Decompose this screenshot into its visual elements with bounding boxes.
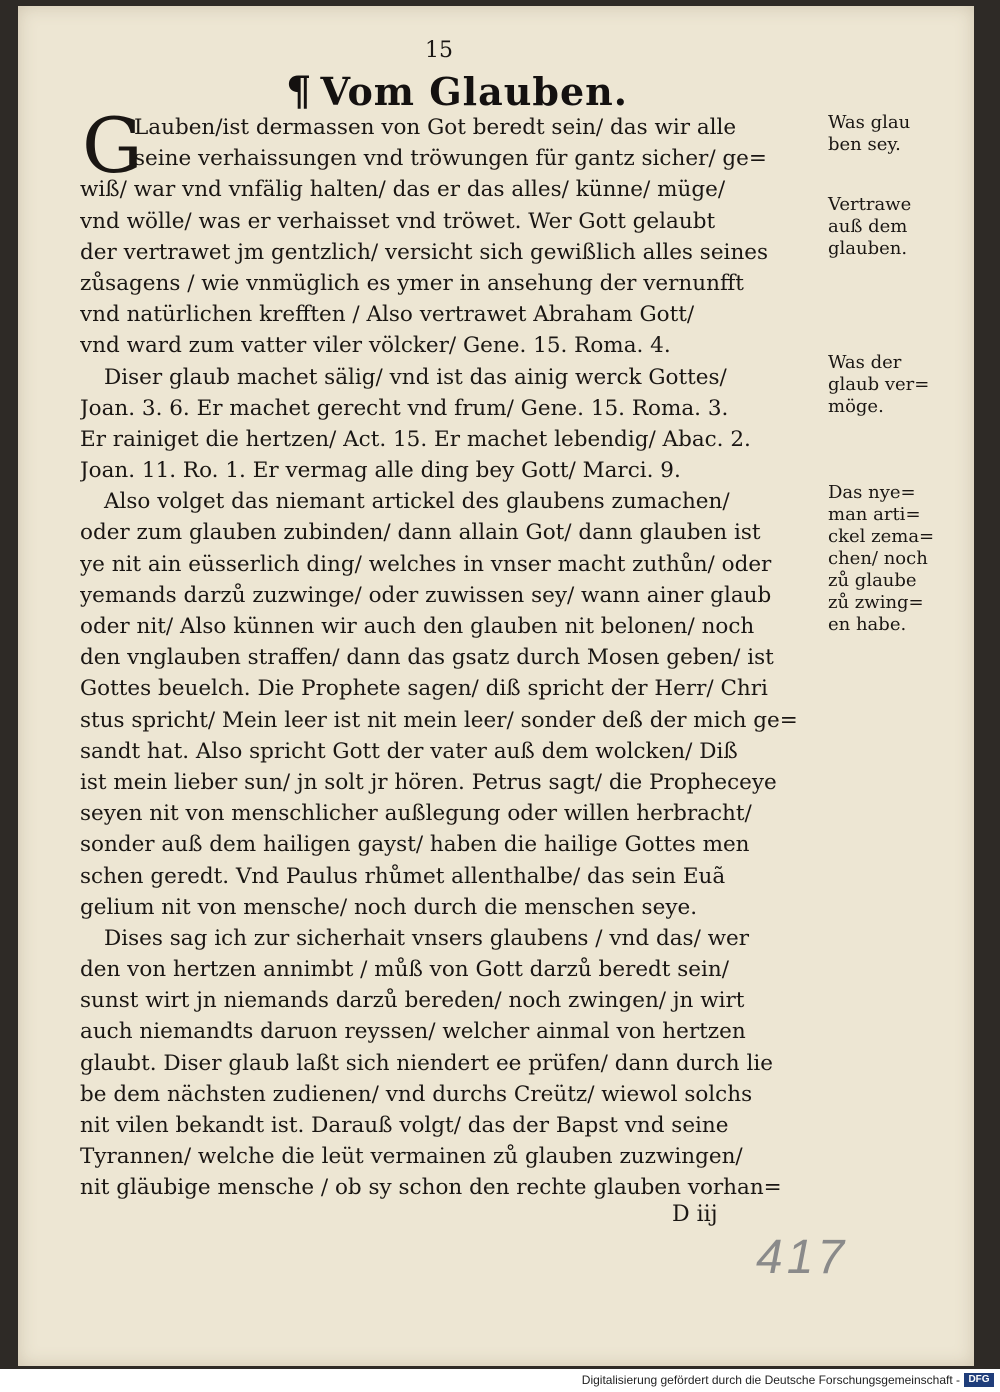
text-line: gelium nit von mensche/ noch durch die menschen seye. bbox=[80, 894, 698, 920]
chapter-title-text: Vom Glauben. bbox=[320, 69, 628, 114]
text-line: glaubt. Diser glaub laßt sich niendert ee prüfen/ dann durch lie bbox=[80, 1050, 773, 1076]
dfg-logo-icon: DFG bbox=[964, 1373, 994, 1387]
text-line: der vertrawet jm gentzlich/ versicht sich gewißlich alles seines bbox=[80, 239, 769, 265]
text-line: stus spricht/ Mein leer ist nit mein leer/ sonder deß der mich ge= bbox=[80, 707, 798, 733]
text-line: Gottes beuelch. Die Prophete sagen/ diß spricht der Herr/ Chri bbox=[80, 676, 768, 702]
text-line: schen geredt. Vnd Paulus rhůmet allenthalbe/ das sein Euã bbox=[80, 863, 726, 889]
text-line: wiß/ war vnd vnfälig halten/ das er das alles/ künne/ müge/ bbox=[80, 177, 726, 203]
margin-note: Das nye= man arti= ckel zema= chen/ noch zů glaube zů zwing= en habe. bbox=[828, 482, 935, 635]
margin-note: Vertrawe auß dem glauben. bbox=[828, 194, 912, 259]
text-line: vnd ward zum vatter viler völcker/ Gene. 15. Roma. 4. bbox=[80, 333, 671, 359]
text-line: Dises sag ich zur sicherhait vnsers glaubens / vnd das/ wer bbox=[104, 925, 750, 951]
text-line: nit vilen bekandt ist. Darauß volgt/ das der Bapst vnd seine bbox=[80, 1113, 729, 1138]
drop-cap: G bbox=[82, 101, 143, 190]
footer-credit: Digitalisierung gefördert durch die Deutsche Forschungsgemeinschaft - bbox=[581, 1373, 960, 1387]
text-line: Also volget das niemant artickel des glaubens zumachen/ bbox=[104, 489, 730, 515]
text-line: Joan. 3. 6. Er machet gerecht vnd frum/ Gene. 15. Roma. 3. bbox=[80, 395, 729, 421]
chapter-title bbox=[286, 68, 628, 115]
text-line: yemands darzů zuzwinge/ oder zuwissen sey/ wann ainer glaub bbox=[80, 582, 772, 608]
text-line: oder nit/ Also künnen wir auch den glauben nit belonen/ noch bbox=[80, 614, 755, 639]
signature-mark: D iij bbox=[672, 1202, 718, 1227]
text-line: vnd natürlichen krefften / Also vertrawet Abraham Gott/ bbox=[80, 302, 695, 328]
text-line: oder zum glauben zubinden/ dann allain Got/ dann glauben ist bbox=[80, 520, 761, 546]
text-line: auch niemandts daruon reyssen/ welcher ainmal von hertzen bbox=[80, 1019, 746, 1045]
text-line: nit gläubige mensche / ob sy schon den rechte glauben vorhan= bbox=[80, 1175, 782, 1201]
text-line: sonder auß dem hailigen gayst/ haben die hailige Gottes men bbox=[80, 832, 750, 858]
pilcrow-mark: ¶ bbox=[286, 68, 313, 115]
text-line: Joan. 11. Ro. 1. Er vermag alle ding bey Gott/ Marci. 9. bbox=[80, 458, 681, 484]
text-line: seine verhaissungen vnd tröwungen für gantz sicher/ ge= bbox=[134, 146, 767, 172]
text-line: Er rainiget die hertzen/ Act. 15. Er machet lebendig/ Abac. 2. bbox=[80, 426, 751, 452]
page-number: 15 bbox=[425, 38, 453, 63]
text-line: sandt hat. Also spricht Gott der vater auß dem wolcken/ Diß bbox=[80, 738, 738, 764]
text-line: zůsagens / wie vnmüglich es ymer in ansehung der vernunfft bbox=[80, 270, 744, 296]
footer-bar bbox=[0, 1369, 1000, 1392]
text-line: Tyrannen/ welche die leüt vermainen zů glauben zuzwingen/ bbox=[80, 1144, 743, 1170]
text-line: Diser glaub machet sälig/ vnd ist das ainig werck Gottes/ bbox=[104, 364, 727, 390]
text-line: den vnglauben straffen/ dann das gsatz durch Mosen geben/ ist bbox=[80, 645, 774, 671]
text-line: vnd wölle/ was er verhaisset vnd tröwet. Wer Gott gelaubt bbox=[80, 208, 716, 234]
text-line: Lauben/ist dermassen von Got beredt sein/ das wir alle bbox=[134, 115, 737, 140]
text-line: be dem nächsten zudienen/ vnd durchs Creütz/ wiewol solchs bbox=[80, 1081, 753, 1107]
body-text bbox=[80, 112, 820, 1204]
text-line: ye nit ain eüsserlich ding/ welches in vnser macht zuthůn/ oder bbox=[80, 551, 772, 577]
margin-note: Was glau ben sey. bbox=[828, 112, 911, 155]
margin-note: Was der glaub ver= möge. bbox=[828, 352, 930, 417]
text-line: ist mein lieber sun/ jn solt jr hören. Petrus sagt/ die Propheceye bbox=[80, 769, 777, 795]
text-line: sunst wirt jn niemands darzů bereden/ noch zwingen/ jn wirt bbox=[80, 988, 745, 1014]
text-line: den von hertzen annimbt / můß von Gott darzů beredt sein/ bbox=[80, 957, 729, 983]
archive-number: 417 bbox=[756, 1231, 849, 1284]
text-line: seyen nit von menschlicher außlegung oder willen herbracht/ bbox=[80, 801, 752, 827]
